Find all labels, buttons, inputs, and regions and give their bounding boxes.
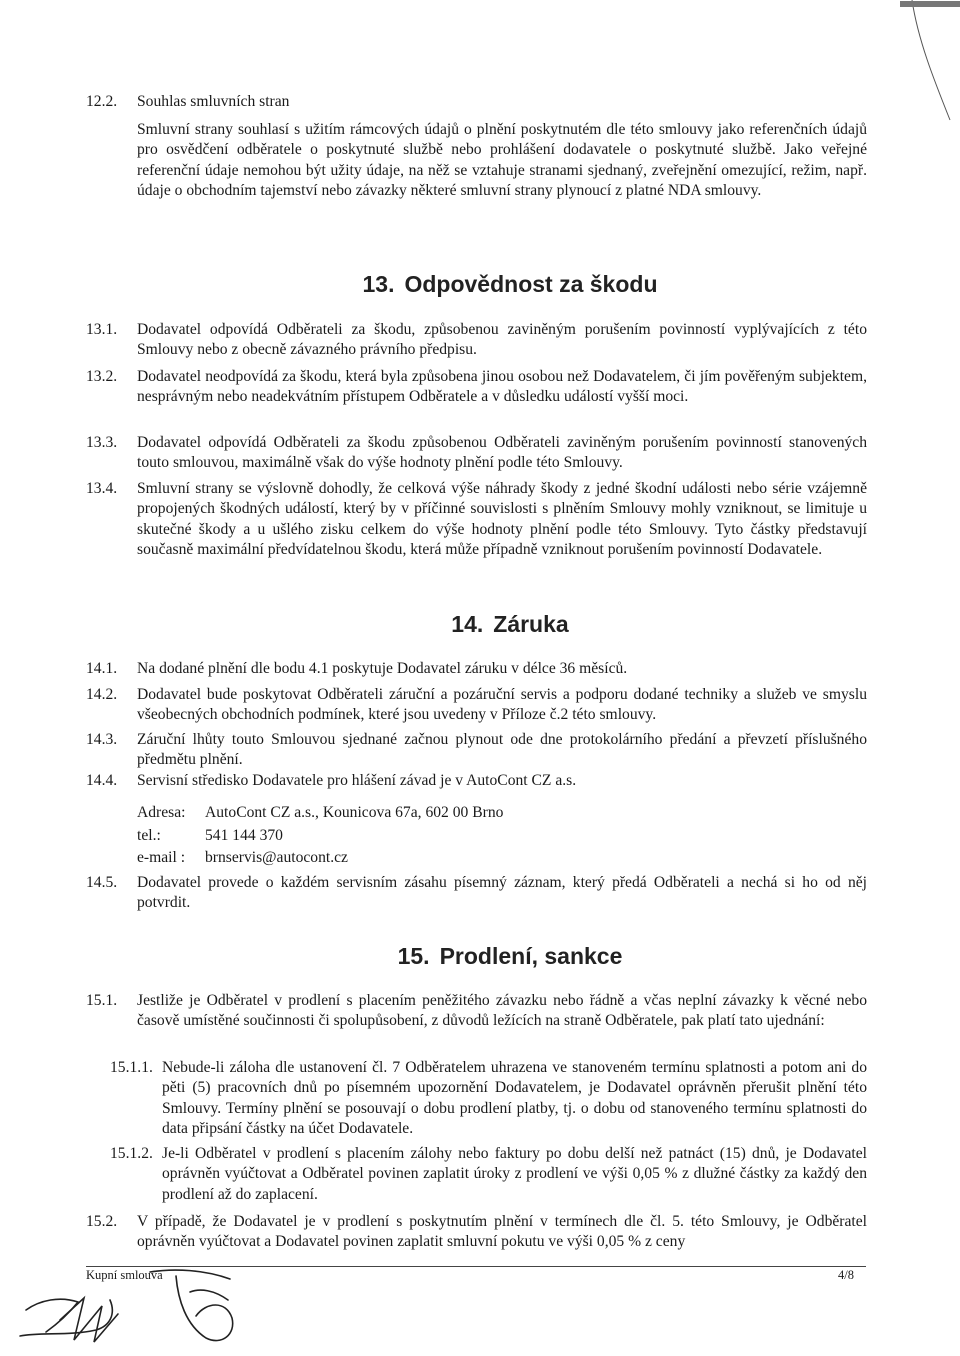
- contact-email-value: brnservis@autocont.cz: [205, 849, 348, 866]
- item-14-1-text: Na dodané plnění dle bodu 4.1 poskytuje Dodavatel záruku v délce 36 měsíců.: [137, 660, 628, 677]
- item-13-3-text: Dodavatel odpovídá Odběrateli za škodu způsobenou Odběrateli zaviněným porušením povinností stanovených touto smlouvou, maximálně však do výše hodnoty plnění podle této Smlouvy.: [137, 434, 867, 472]
- section-14-title: Záruka: [493, 611, 569, 637]
- item-15-1-2-number: 15.1.2.: [110, 1145, 153, 1162]
- item-15-1-number: 15.1.: [86, 992, 118, 1009]
- item-14-2-number: 14.2.: [86, 686, 118, 703]
- item-15-1-text: Jestliže je Odběratel v prodlení s placením peněžitého závazku nebo řádně a včas neplní závazky k věcné nebo časově umístěné součinnosti či spolupůsobení, z důvodů ležících na straně Odběratele, pak platí tato ujednání:: [137, 992, 867, 1030]
- contact-address-value: AutoCont CZ a.s., Kounicova 67a, 602 00 Brno: [205, 804, 504, 821]
- item-13-2-text: Dodavatel neodpovídá za škodu, která byla způsobena jinou osobou než Dodavatelem, či jím pověřeným subjektem, nesprávným nebo neadekvátním přístupem Odběratele a v důsledku událostí vyšší moci.: [137, 368, 867, 406]
- item-14-4-number: 14.4.: [86, 772, 118, 789]
- item-14-2-text: Dodavatel bude poskytovat Odběrateli záruční a pozáruční servis a podporu dodané techniky a služeb ve smyslu všeobecných obchodních podmínek, které jsou uvedeny v Příloze č.2 této smlouvy.: [137, 686, 867, 724]
- section-13-number: 13.: [362, 271, 395, 297]
- item-14-4-text: Servisní středisko Dodavatele pro hlášení závad je v AutoCont CZ a.s.: [137, 772, 577, 789]
- item-13-1-text: Dodavatel odpovídá Odběrateli za škodu, způsobenou zaviněným porušením povinností vyplývajících z této Smlouvy nebo z obecně závazného právního předpisu.: [137, 321, 867, 359]
- section-12-2-number: 12.2.: [86, 93, 118, 110]
- section-14-number: 14.: [451, 611, 484, 637]
- footer-page-number: 4/8: [838, 1268, 854, 1282]
- item-14-1-number: 14.1.: [86, 660, 118, 677]
- item-15-2-text: V případě, že Dodavatel je v prodlení s poskytnutím plnění v termínech dle čl. 5. této Smlouvy, je Odběratel oprávněn vyúčtovat a Dodavatel povinen zaplatit smluvní pokutu ve výši 0,05 % z ceny: [137, 1213, 867, 1251]
- item-13-3-number: 13.3.: [86, 434, 118, 451]
- section-15-number: 15.: [397, 943, 430, 969]
- contact-phone-value: 541 144 370: [205, 827, 283, 844]
- contact-phone-label: tel.:: [137, 827, 161, 844]
- item-15-1-1-text: Nebude-li záloha dle ustanovení čl. 7 Odběratelem uhrazena ve stanoveném termínu splatnosti a potom ani do pěti (5) pracovních dnů po písemném upozornění Dodavatelem, je Dodavatel oprávněn přerušit plnění této Smlouvy. Termíny plnění se posouvají o dobu prodlení platby, tj. o dobu od stanoveného termínu splatnosti do data připsání částky na účet Dodavatele.: [162, 1059, 867, 1138]
- section-13-title: Odpovědnost za škodu: [404, 271, 658, 297]
- item-14-5-number: 14.5.: [86, 874, 118, 891]
- section-12-2-text: Smluvní strany souhlasí s užitím rámcových údajů o plnění poskytnutém dle této smlouvy jako referenčních údajů pro osvědčení odběratele o poskytnuté službě nebo prohlášení dodavatele o poskytnuté službě. Jako veřejné referenční údaje nemohou být užity údaje, na něž se vztahuje stranami sjednaný, zveřejnění omezující, režim, např. údaje o obchodním tajemství nebo závazky některé smluvní strany plynoucí z platné NDA smlouvy.: [137, 121, 867, 200]
- footer-document-name: Kupní smlouva: [86, 1268, 163, 1282]
- item-13-1-number: 13.1.: [86, 321, 118, 338]
- item-13-4-text: Smluvní strany se výslovně dohodly, že celková výše náhrady škody z jedné škodní události nebo série vzájemně propojených škodných událostí, který by v příčinné souvislosti s plněním Smlouvy mohly vzniknout, se limituje u skutečné škody a u ušlého zisku celkem do výše hodnoty plnění podle této Smlouvy. Tyto částky představují současně maximální předvídatelnou škodu, která může případně vzniknout porušením povinností Dodavatele.: [137, 480, 867, 559]
- item-13-2-number: 13.2.: [86, 368, 118, 385]
- item-15-2-number: 15.2.: [86, 1213, 118, 1230]
- section-15-title: Prodlení, sankce: [439, 943, 623, 969]
- item-15-1-2-text: Je-li Odběratel v prodlení s placením zálohy nebo faktury po dobu delší než patnáct (15) dnů, je Dodavatel oprávněn vyúčtovat a Odběratel povinen zaplatit úroky z prodlení ve výši 0,05 % z dlužné částky za každý den prodlení až do zaplacení.: [162, 1145, 867, 1203]
- item-14-3-number: 14.3.: [86, 731, 118, 748]
- contact-email-label: e-mail :: [137, 849, 186, 866]
- item-14-5-text: Dodavatel provede o každém servisním zásahu písemný záznam, který předá Odběrateli a nechá si ho od něj potvrdit.: [137, 874, 867, 912]
- section-12-2-title: Souhlas smluvních stran: [137, 93, 290, 110]
- item-13-4-number: 13.4.: [86, 480, 118, 497]
- item-15-1-1-number: 15.1.1.: [110, 1059, 153, 1076]
- item-14-3-text: Záruční lhůty touto Smlouvou sjednané začnou plynout ode dne protokolárního předání a převzetí příslušného předmětu plnění.: [137, 731, 867, 769]
- contact-address-label: Adresa:: [137, 804, 186, 821]
